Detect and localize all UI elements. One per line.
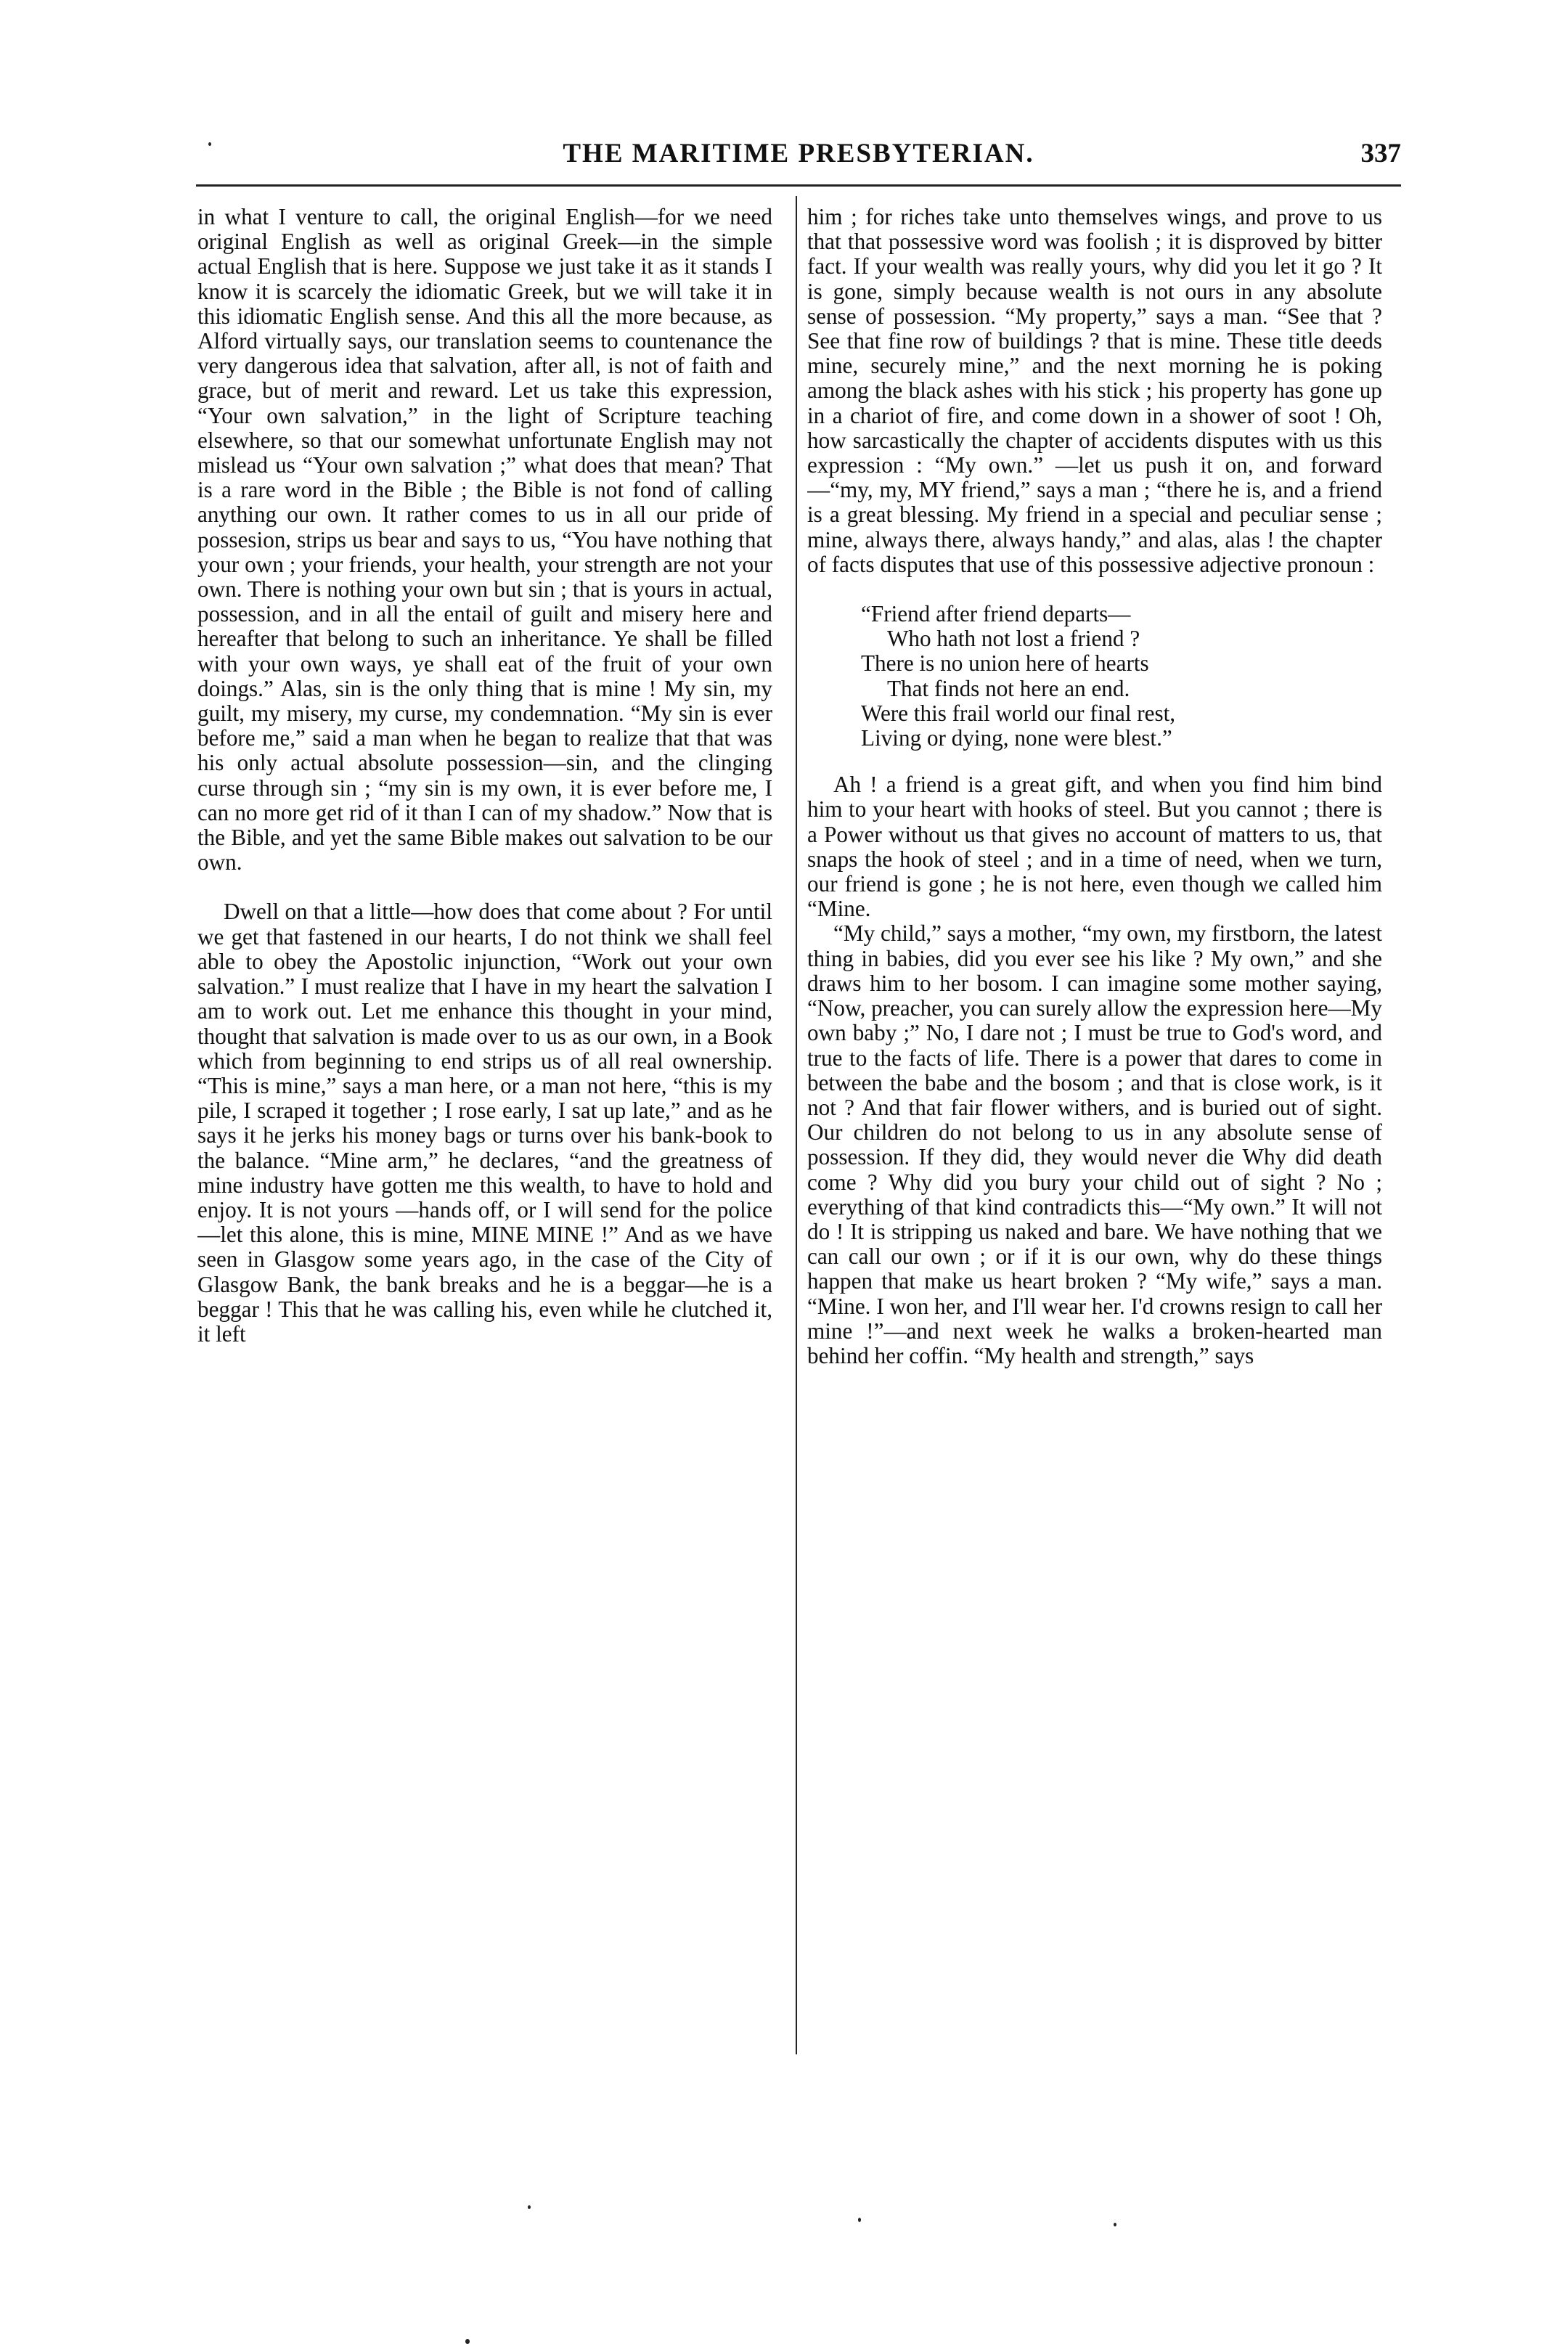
scan-speck bbox=[528, 2205, 531, 2209]
poem-line: Who hath not lost a friend ? bbox=[887, 626, 1140, 652]
column-rule bbox=[796, 196, 797, 2054]
poem-line: There is no union here of hearts bbox=[861, 650, 1149, 677]
left-column bbox=[197, 205, 772, 2063]
left-paragraph-2: Dwell on that a little—how does that come about ? For until we get that fastened in our hearts, I do not think we shall feel able to obey the Apostolic injunction, “Work out your own salvation.” I must realize that I have in my heart the salvation I am to work out. Let me enhance this thought in your mind, thought that salvation is made over to us as our own, in a Book which from beginning to end strips us of all real ownership. “This is mine,” says a man here, or a man not here, “this is my pile, I scraped it together ; I rose early, I sat up late,” and as he says it he jerks his money bags or turns over his bank-book to the balance. “Mine arm,” he declares, “and the greatness of mine industry have gotten me this wealth, to have to hold and enjoy. It is not yours —hands off, or I will send for the police—let this alone, this is mine, MINE MINE !” And as we have seen in Glasgow some years ago, in the case of the City of Glasgow Bank, the bank breaks and he is a beggar—he is a beggar ! This that he was calling his, even while he clutched it, it left bbox=[197, 899, 772, 1347]
scan-speck bbox=[465, 2339, 470, 2344]
right-paragraph-2: Ah ! a friend is a great gift, and when you find him bind him to your heart with hooks of steel. But you cannot ; there is a Power without us that gives no account of matters to us, that snaps the hook of steel ; and in a time of need, when we turn, our friend is gone ; he is not here, even though we called him “Mine. bbox=[807, 772, 1382, 922]
scan-speck bbox=[1114, 2223, 1116, 2226]
poem-line: Were this frail world our final rest, bbox=[861, 700, 1176, 726]
left-paragraph-1: in what I venture to call, the original English—for we need original English as well as original Greek—in the simple actual English that is here. Suppose we just take it as it stands I know it is scarcely the idiomatic Greek, but we will take it in this idiomatic English sense. And this all the more because, as Alford virtually says, our translation seems to countenance the very dangerous idea that salvation, after all, is not of faith and grace, but of merit and reward. Let us take this expression, “Your own salvation,” in the light of Scripture teaching elsewhere, so that our somewhat unfortunate English may not mislead us “Your own salvation ;” what does that mean? That is a rare word in the Bible ; the Bible is not fond of calling anything our own. It rather comes to us in all our pride of possesion, strips us bear and says to us, “You have nothing that your own ; your friends, your health, your strength are not your own. There is nothing your own but sin ; that is yours in actual, possession, and in all the entail of guilt and misery here and hereafter that belong to such an inheritance. Ye shall be filled with your own ways, ye shall eat of the fruit of your own doings.” Alas, sin is the only thing that is mine ! My sin, my guilt, my misery, my curse, my condemnation. “My sin is ever before me,” said a man when he began to realize that that was his only actual absolute possession—sin, and the clinging curse through sin ; “my sin is my own, it is ever before me, I can no more get rid of it than I can of my shadow.” Now that is the Bible, and yet the same Bible makes out salvation to be our own. bbox=[197, 205, 772, 875]
scan-speck bbox=[858, 2218, 861, 2222]
page-header bbox=[196, 134, 1401, 184]
running-title: THE MARITIME PRESBYTERIAN. bbox=[563, 139, 1034, 168]
page-number: 337 bbox=[1360, 139, 1401, 168]
poem-line: That finds not here an end. bbox=[887, 675, 1130, 701]
right-paragraph-1: him ; for riches take unto themselves wings, and prove to us that that possessive word was foolish ; it is disproved by bitter fact. If your wealth was really yours, why did you let it go ? It is gone, simply because wealth is not ours in any absolute sense of possession. “My property,” says a man. “See that ? See that fine row of buildings ? that is mine. These title deeds mine, securely mine,” and the next morning he is poking among the black ashes with his stick ; his property has gone up in a chariot of fire, and come down in a shower of soot ! Oh, how sarcastically the chapter of accidents disputes with us this expression : “My own.” —let us push it on, and forward—“my, my, MY friend,” says a man ; “there he is, and a friend is a great blessing. My friend in a special and peculiar sense ; mine, always there, always handy,” and alas, alas ! the chapter of facts disputes that use of this possessive adjective pronoun : bbox=[807, 205, 1382, 577]
right-column bbox=[807, 205, 1382, 2063]
scan-speck bbox=[208, 142, 211, 146]
header-rule bbox=[196, 184, 1401, 187]
right-paragraph-3: “My child,” says a mother, “my own, my firstborn, the latest thing in babies, did you ever see his like ? My own,” and she draws him to her bosom. I can imagine some mother saying, “Now, preacher, you can surely allow the expression here—My own baby ;” No, I dare not ; I must be true to God's word, and true to the facts of life. There is a power that dares to come in between the babe and the bosom ; and that is close work, is it not ? And that fair flower withers, and is buried out of sight. Our children do not belong to us in any absolute sense of possession. If they did, they would never die Why did death come ? Why did you bury your child out of sight ? No ; everything of that kind contradicts this—“My own.” It will not do ! It is stripping us naked and bare. We have nothing that we can call our own ; or if it is our own, why do these things happen that make us heart broken ? “My wife,” says a man. “Mine. I won her, and I'll wear her. I'd crowns resign to call her mine !”—and next week he walks a broken-hearted man behind her coffin. “My health and strength,” says bbox=[807, 920, 1382, 1368]
poem-line: “Friend after friend departs— bbox=[861, 601, 1131, 627]
poem-stanza bbox=[861, 602, 1382, 751]
poem-line: Living or dying, none were blest.” bbox=[861, 725, 1172, 751]
